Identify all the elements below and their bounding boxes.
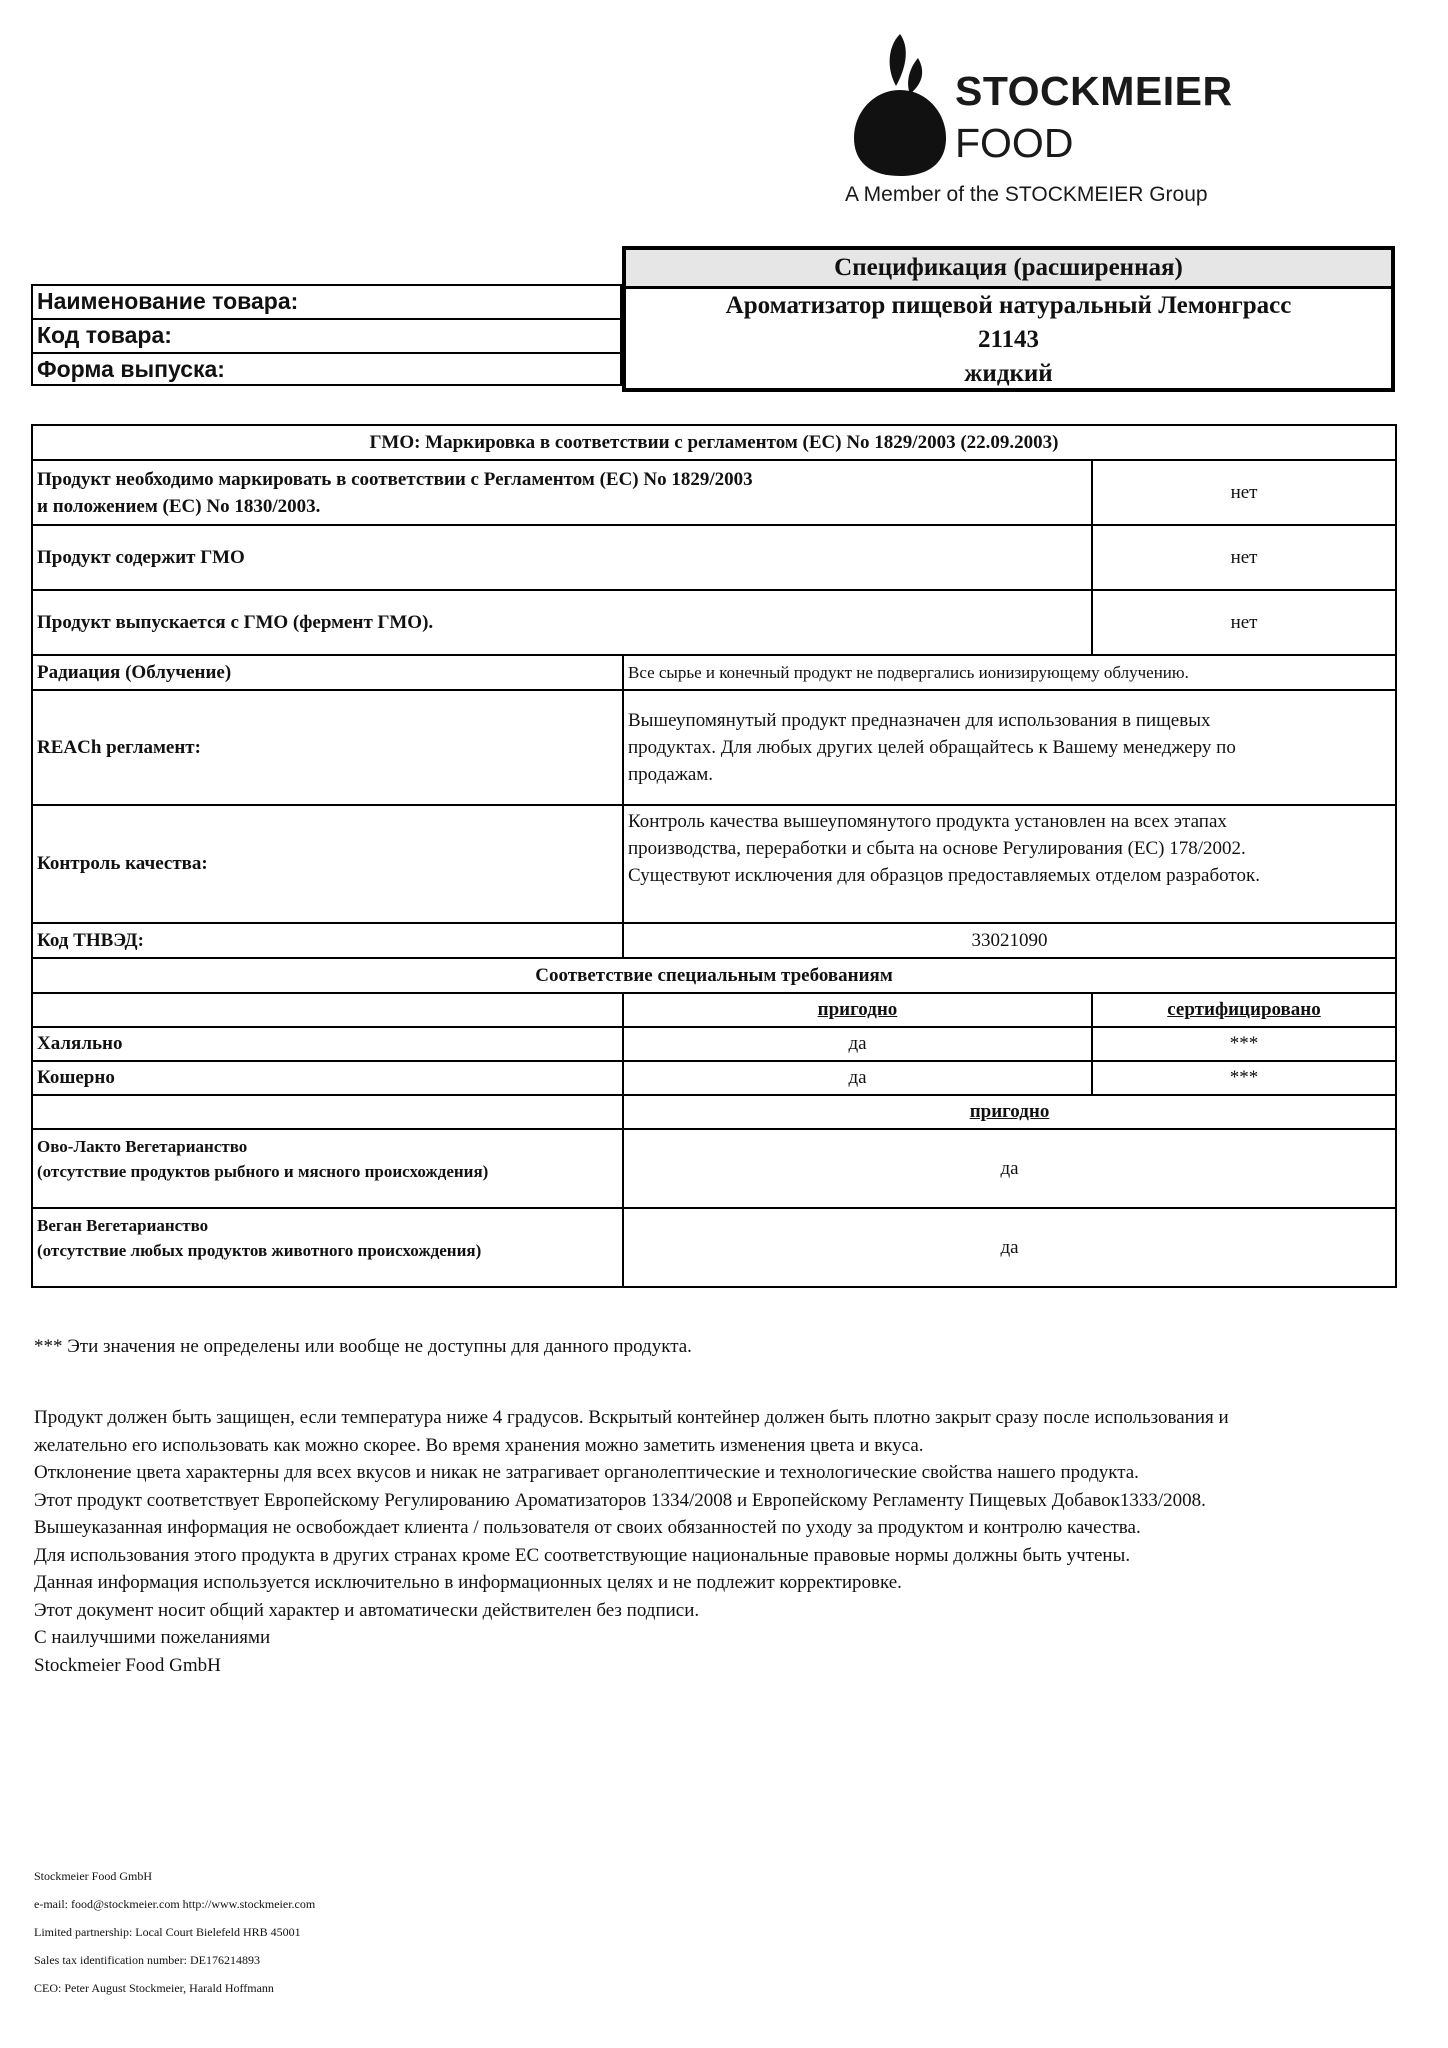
vegan-line2: (отсутствие любых продуктов животного происхождения) xyxy=(37,1241,482,1260)
header-labels xyxy=(31,284,622,386)
col-suitable-header-2: пригодно xyxy=(623,1095,1396,1129)
ovo-lacto-line1: Ово-Лакто Вегетарианство xyxy=(37,1137,248,1156)
kosher-suitable: да xyxy=(623,1061,1092,1095)
ovo-lacto-value: да xyxy=(623,1129,1396,1208)
company-logo xyxy=(840,28,1240,213)
footer-line: Limited partnership: Local Court Bielefeld HRB 45001 xyxy=(34,1925,301,1939)
gmo-labeling-line2: и положением (ЕС) No 1830/2003. xyxy=(37,495,321,517)
paragraph-line: Отклонение цвета характерны для всех вкусов и никак не затрагивает органолептические и технологические свойства нашего продукта. xyxy=(34,1462,1139,1483)
product-form-value: жидкий xyxy=(964,360,1053,387)
product-name-label: Наименование товара: xyxy=(31,284,622,318)
paragraph-line: Stockmeier Food GmbH xyxy=(34,1654,221,1676)
reach-label: REACh регламент: xyxy=(32,690,623,805)
radiation-label: Радиация (Облучение) xyxy=(32,655,623,690)
col-certified-header: сертифицировано xyxy=(1092,993,1396,1027)
footer-line: Stockmeier Food GmbH xyxy=(34,1869,152,1883)
spec-title: Спецификация (расширенная) xyxy=(626,250,1391,289)
product-name-value: Ароматизатор пищевой натуральный Лемонграсс xyxy=(725,292,1292,319)
col-suitable-header: пригодно xyxy=(623,993,1092,1027)
vegan-value: да xyxy=(623,1208,1396,1287)
paragraph-line: Для использования этого продукта в других странах кроме ЕС соответствующие национальные правовые нормы должны быть учтены. xyxy=(34,1544,1131,1566)
tnved-value: 33021090 xyxy=(623,923,1396,958)
footer-line: CEO: Peter August Stockmeier, Harald Hoffmann xyxy=(34,1981,274,1995)
gmo-labeling-line1: Продукт необходимо маркировать в соответствии с Регламентом (ЕС) No 1829/2003 xyxy=(37,468,753,490)
spec-table xyxy=(31,424,1397,1288)
footer xyxy=(34,1862,315,2002)
asterisk-note: *** Эти значения не определены или вообще не доступны для данного продукта. xyxy=(34,1336,692,1357)
paragraph-line: Этот продукт соответствует Европейскому Регулированию Ароматизаторов 1334/2008 и Европейскому Регламенту Пищевых Добавок1333/2008. xyxy=(34,1489,1206,1511)
kosher-label: Кошерно xyxy=(32,1061,623,1095)
paragraph-line: Продукт должен быть защищен, если температура ниже 4 градусов. Вскрытый контейнер должен быть плотно закрыт сразу после использования и xyxy=(34,1407,1229,1428)
quality-line: производства, переработки и сбыта на основе Регулирования (ЕС) 178/2002. xyxy=(628,838,1246,859)
quality-line: Контроль качества вышеупомянутого продукта установлен на всех этапах xyxy=(628,811,1227,832)
halal-label: Халяльно xyxy=(32,1027,623,1061)
footer-line: Sales tax identification number: DE176214893 xyxy=(34,1953,260,1967)
veg-header-blank xyxy=(32,1095,623,1129)
reach-line: Вышеупомянутый продукт предназначен для использования в пищевых xyxy=(628,710,1211,731)
gmo-labeling-value: нет xyxy=(1092,460,1396,525)
paragraph-line: Этот документ носит общий характер и автоматически действителен без подписи. xyxy=(34,1599,700,1621)
paragraph-line: Вышеуказанная информация не освобождает клиента / пользователя от своих обязанностей по уходу за продуктом и контролю качества. xyxy=(34,1517,1141,1538)
product-code-value: 21143 xyxy=(977,326,1040,353)
brand-name-line2: FOOD xyxy=(955,120,1074,166)
special-header-blank xyxy=(32,993,623,1027)
footer-line: e-mail: food@stockmeier.com http://www.stockmeier.com xyxy=(34,1897,316,1911)
ovo-lacto-label xyxy=(32,1129,623,1208)
halal-certified: *** xyxy=(1092,1027,1396,1061)
disclaimer-paragraph xyxy=(34,1404,1404,1679)
quality-line: Существуют исключения для образцов предоставляемых отделом разработок. xyxy=(628,865,1260,886)
gmo-enzyme-label: Продукт выпускается с ГМО (фермент ГМО). xyxy=(32,590,1092,655)
vegan-label xyxy=(32,1208,623,1287)
special-heading: Соответствие специальным требованиям xyxy=(32,958,1396,993)
radiation-value: Все сырье и конечный продукт не подвергались ионизирующему облучению. xyxy=(623,655,1396,690)
stockmeier-bulb-logo-icon xyxy=(848,28,953,178)
header-values xyxy=(622,246,1395,392)
vegan-line1: Веган Вегетарианство xyxy=(37,1216,209,1235)
reach-line: продуктах. Для любых других целей обращайтесь к Вашему менеджеру по xyxy=(628,737,1236,758)
brand-name-line1: STOCKMEIER xyxy=(955,68,1233,114)
halal-suitable: да xyxy=(623,1027,1092,1061)
paragraph-line: Данная информация используется исключительно в информационных целях и не подлежит корректировке. xyxy=(34,1572,902,1593)
gmo-contains-value: нет xyxy=(1092,525,1396,590)
ovo-lacto-line2: (отсутствие продуктов рыбного и мясного происхождения) xyxy=(37,1162,489,1181)
tnved-label: Код ТНВЭД: xyxy=(32,923,623,958)
gmo-contains-label: Продукт содержит ГМО xyxy=(32,525,1092,590)
gmo-heading: ГМО: Маркировка в соответствии с регламентом (ЕС) No 1829/2003 (22.09.2003) xyxy=(32,425,1396,460)
gmo-labeling-label xyxy=(32,460,1092,525)
quality-value xyxy=(623,805,1396,923)
product-form-label: Форма выпуска: xyxy=(31,352,622,386)
paragraph-line: желательно его использовать как можно скорее. Во время хранения можно заметить изменения цвета и вкуса. xyxy=(34,1434,924,1456)
reach-line: продажам. xyxy=(628,764,714,785)
gmo-enzyme-value: нет xyxy=(1092,590,1396,655)
paragraph-line: С наилучшими пожеланиями xyxy=(34,1627,271,1648)
quality-label: Контроль качества: xyxy=(32,805,623,923)
brand-member-line: A Member of the STOCKMEIER Group xyxy=(845,183,1208,206)
product-code-label: Код товара: xyxy=(31,318,622,352)
kosher-certified: *** xyxy=(1092,1061,1396,1095)
reach-value xyxy=(623,690,1396,805)
